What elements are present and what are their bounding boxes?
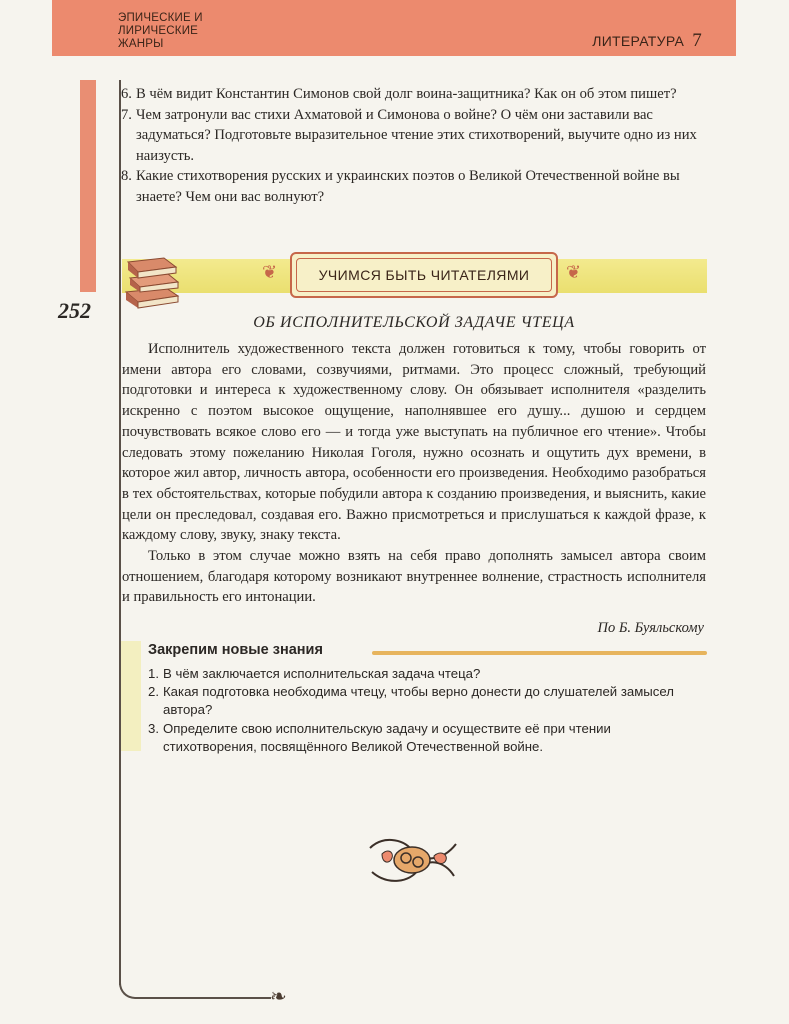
margin-curl [119,975,271,999]
question-item: 6. В чём видит Константин Симонов свой долг воина-защитника? Как он об этом пишет? [121,86,677,102]
flourish-right-icon: ❦ [566,262,582,282]
knowledge-box-marker [121,641,141,751]
books-icon [122,240,182,310]
section-banner-title: УЧИМСЯ БЫТЬ ЧИТАТЕЛЯМИ [318,267,530,283]
subject-name: ЛИТЕРАТУРА [592,33,685,49]
section-name [118,12,228,51]
section-line-3: ЖАНРЫ [118,38,164,50]
subject-label [592,30,702,52]
section-line-1: ЭПИЧЕСКИЕ И [118,12,203,24]
article-author: По Б. Буяльскому [597,620,704,636]
question-item: 8. Какие стихотворения русских и украинских поэтов о Великой Отечественной войне вы знаете? Чем они вас волнуют? [121,168,680,205]
flourish-left-icon: ❦ [262,262,278,282]
knowledge-title: Закрепим новые знания [148,642,323,658]
article-paragraph: Только в этом случае можно взять на себя право дополнять замысел автора своим отношением, благодаря которому возникают внутреннее волнение, страстность исполнителя и правильность его интонации. [122,548,706,606]
knowledge-rule [372,651,707,655]
page-header [52,0,736,56]
grade-number: 7 [692,30,702,51]
section-line-2: ЛИРИЧЕСКИЕ [118,25,199,37]
knowledge-list [148,665,708,756]
knowledge-item: 1. В чём заключается исполнительская задача чтеца? [148,666,481,681]
question-item: 7. Чем затронули вас стихи Ахматовой и Симонова о войне? О чём они заставили вас задуматься? Подготовьте выразительное чтение этих стихотворений, выучите одно из них наизусть. [121,106,697,164]
page-number: 252 [58,298,91,323]
questions-list [121,84,705,207]
margin-rule [119,80,121,985]
knowledge-item: 3. Определите свою исполнительскую задачу и осуществите её при чтении стихотворения, посвящённого Великой Отечественной войне. [148,720,611,754]
article-body [122,339,706,608]
leaf-icon: ❧ [270,986,287,1008]
knowledge-item: 2. Какая подготовка необходима чтецу, чтобы верно донести до слушателей замысел автора? [148,684,674,718]
article-title: ОБ ИСПОЛНИТЕЛЬСКОЙ ЗАДАЧЕ ЧТЕЦА [253,314,575,331]
ornament-icon [362,832,462,888]
side-color-bar [80,80,96,292]
article-paragraph: Исполнитель художественного текста должен готовиться к тому, чтобы говорить от имени автора его словами, созвучиями, ритмами. Это процесс сложный, требующий подготовки и интереса к художественному слову. Он обязывает исполнителя «разделить искренно с поэтом высокое ощущение, наполнявшее его душу... душою и сердцем почувствовать всякое слово его — и тогда уже выступать на публичное его чтение». Чтобы следовать этому пожеланию Николая Гоголя, нужно осознать и ощутить дух времени, в которое жил автор, личность автора, особенности его произведения. Необходимо разобраться в тех обстоятельствах, которые побудили автора к созданию произведения, и выяснить, какие цели он преследовал, создавая его. Важно присмотреться и прислушаться к каждой фразе, к каждому слову, звуку, знаку текста. [122,341,706,544]
